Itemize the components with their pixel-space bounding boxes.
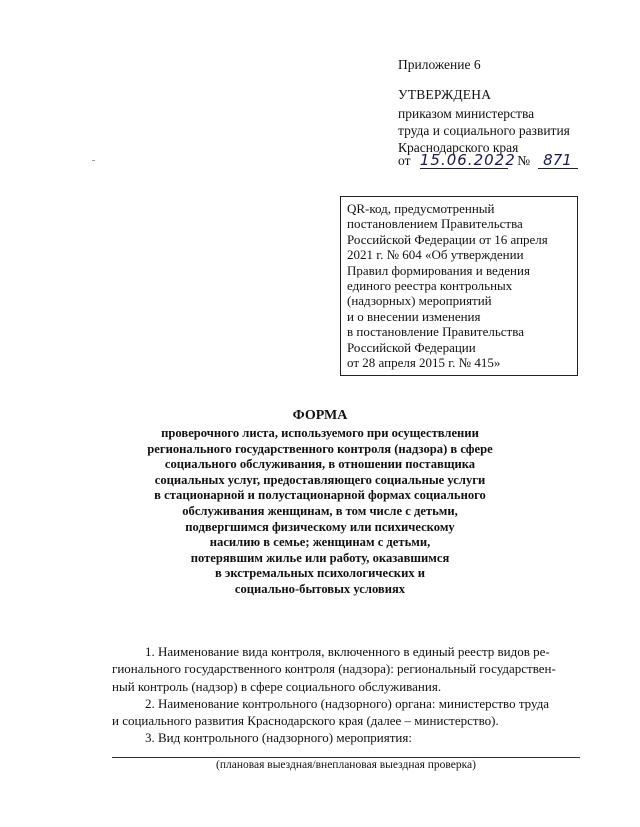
qr-box-line: единого реестра контрольных bbox=[347, 278, 513, 294]
title-line: обслуживания женщинам, в том числе с детьми, bbox=[182, 503, 458, 518]
body-line: 2. Наименование контрольного (надзорного) органа: министерство труда bbox=[145, 695, 550, 711]
body-line: гионального государственного контроля (надзора): региональный государствен- bbox=[112, 661, 556, 677]
order-line: приказом министерства bbox=[398, 106, 535, 121]
qr-box-line: Российской Федерации от 16 апреля bbox=[347, 231, 548, 247]
qr-box-line: Российской Федерации bbox=[347, 339, 476, 355]
approval-order-text bbox=[398, 105, 570, 156]
handwritten-number: 871 bbox=[538, 152, 578, 169]
scan-speck bbox=[92, 160, 95, 161]
qr-box-line: QR-код, предусмотренный bbox=[347, 201, 495, 216]
inspection-type-caption: (плановая выездная/внеплановая выездная проверка) bbox=[216, 759, 476, 771]
document-heading: ФОРМА bbox=[292, 408, 348, 423]
order-line: труда и социального развития bbox=[398, 123, 570, 138]
approval-date-row bbox=[398, 152, 578, 169]
body-line: ный контроль (надзор) в сфере социального обслуживания. bbox=[112, 678, 442, 694]
number-label: № bbox=[517, 153, 531, 168]
title-line: социально-бытовых условиях bbox=[234, 581, 406, 596]
title-line: социального обслуживания, в отношении поставщика bbox=[164, 457, 476, 472]
body-line: 1. Наименование вида контроля, включенного в единый реестр видов ре- bbox=[145, 644, 550, 659]
qr-box-line: (надзорных) мероприятий bbox=[347, 293, 492, 309]
date-label: от bbox=[398, 153, 411, 168]
handwritten-date: 15.06.2022 bbox=[419, 151, 516, 169]
inspection-type-fill-line bbox=[112, 757, 580, 758]
title-line: в экстремальных психологических и bbox=[214, 566, 426, 581]
title-line: насилию в семье; женщинам с детьми, bbox=[209, 535, 431, 550]
qr-box-line: и о внесении изменения bbox=[347, 308, 481, 324]
qr-box-line: постановлением Правительства bbox=[347, 216, 523, 232]
qr-box-line: Правил формирования и ведения bbox=[347, 262, 530, 278]
title-line: регионального государственного контроля (надзора) в сфере bbox=[147, 441, 493, 456]
body-line: 3. Вид контрольного (надзорного) мероприятия: bbox=[145, 730, 412, 746]
body-paragraphs bbox=[112, 643, 582, 747]
body-line: и социального развития Краснодарского края (далее – министерство). bbox=[112, 713, 499, 729]
title-line: в стационарной и полустационарной формах социального bbox=[154, 488, 486, 503]
qr-box-line: 2021 г. № 604 «Об утверждении bbox=[347, 247, 524, 263]
document-title bbox=[0, 426, 640, 598]
approved-stamp-label: УТВЕРЖДЕНА bbox=[398, 87, 492, 102]
title-line: проверочного листа, используемого при осуществлении bbox=[161, 426, 479, 440]
qr-box-line: от 28 апреля 2015 г. № 415» bbox=[347, 355, 501, 371]
title-line: подвергшимся физическому или психическому bbox=[185, 519, 455, 534]
appendix-label: Приложение 6 bbox=[398, 57, 481, 72]
title-line: потерявшим жилье или работу, оказавшимся bbox=[190, 550, 450, 565]
qr-box-line: в постановление Правительства bbox=[347, 324, 524, 340]
order-line: Краснодарского края bbox=[398, 140, 519, 155]
qr-code-notice-box bbox=[340, 196, 578, 376]
title-line: социальных услуг, предоставляющего социальные услуги bbox=[154, 472, 486, 487]
